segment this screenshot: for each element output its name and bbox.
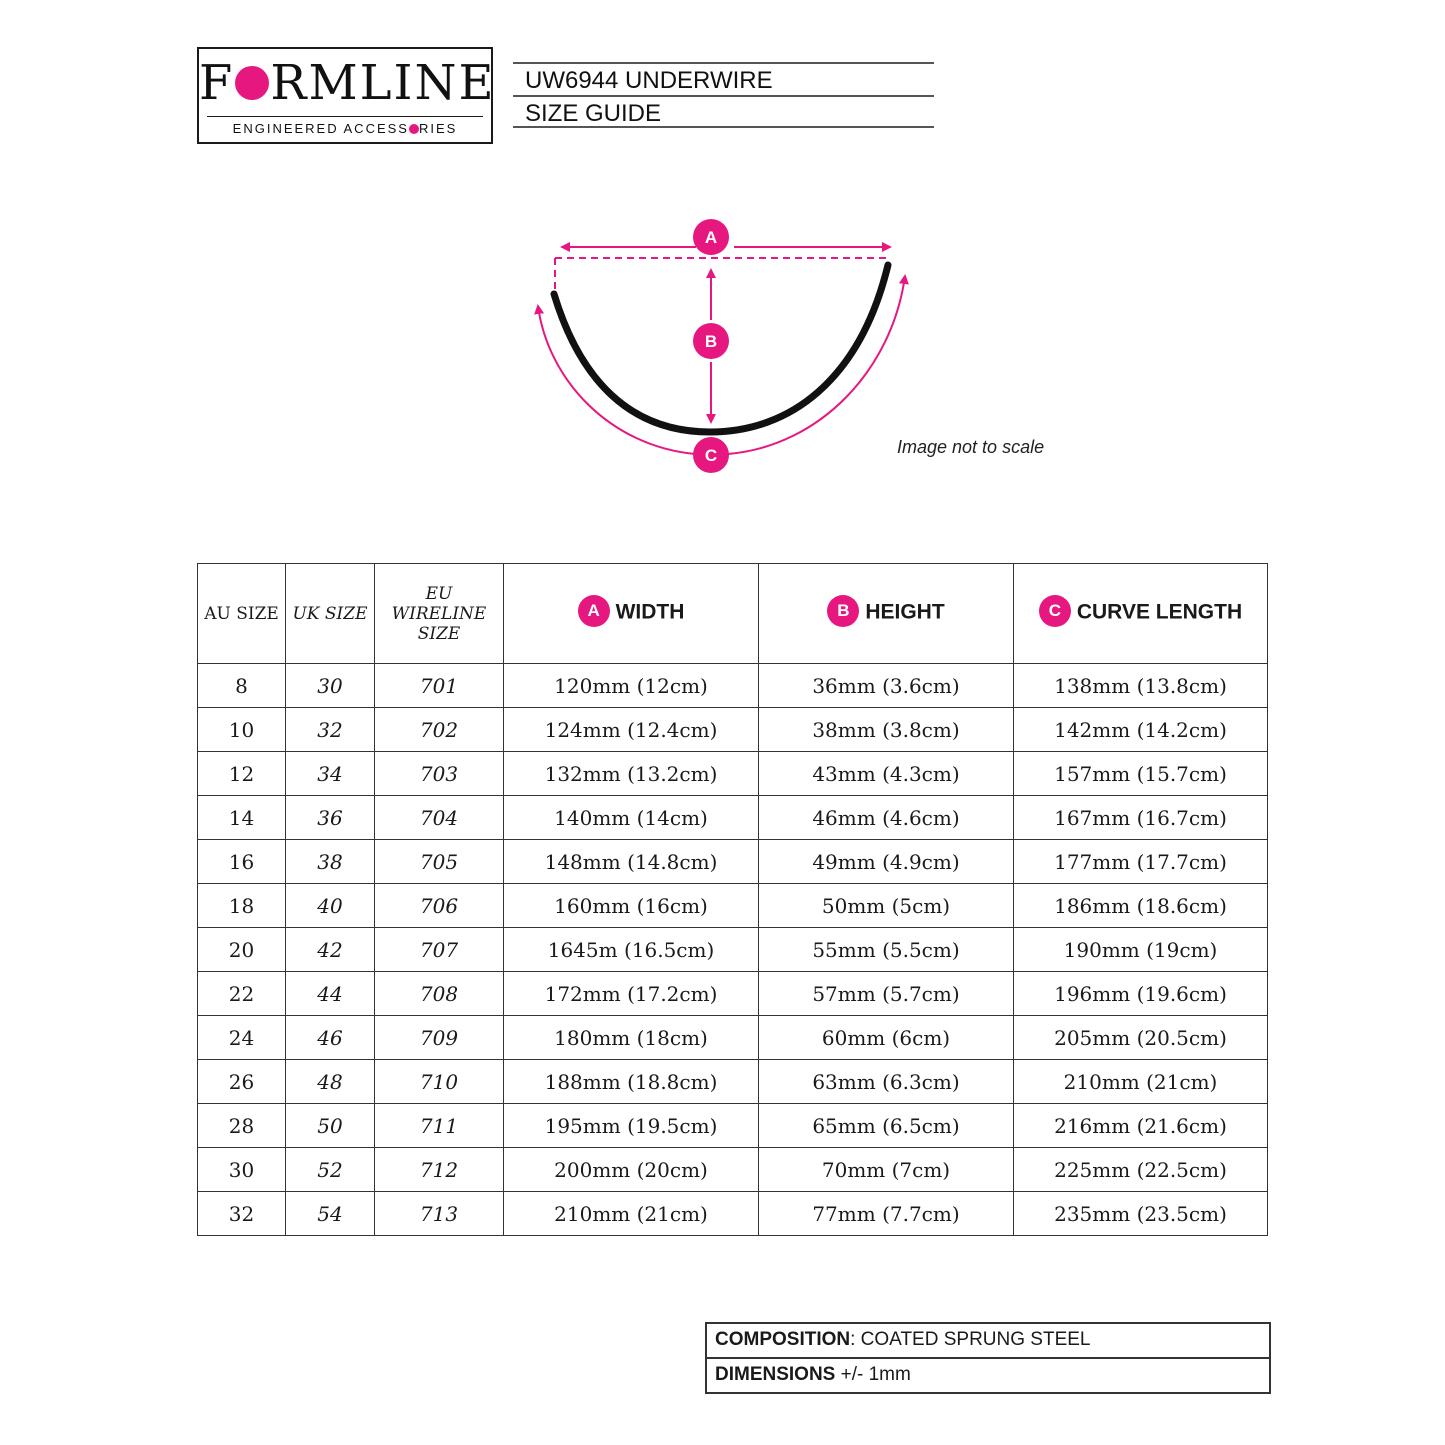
au-size-cell: 16 — [198, 840, 286, 884]
table-row — [198, 928, 1268, 972]
logo-word-right: RMLINE — [270, 55, 496, 111]
header-curve-label: CURVE LENGTH — [1076, 600, 1243, 623]
height-cell: 50mm (5cm) — [759, 884, 1014, 928]
au-size-cell: 14 — [198, 796, 286, 840]
header-height — [759, 564, 1014, 664]
width-cell: 124mm (12.4cm) — [504, 708, 759, 752]
header-curve-length — [1014, 564, 1268, 664]
height-cell: 46mm (4.6cm) — [759, 796, 1014, 840]
uk-size-cell: 50 — [286, 1104, 375, 1148]
eu-size-cell: 704 — [375, 796, 504, 840]
logo-dot-icon — [235, 66, 269, 100]
composition-row — [707, 1324, 1269, 1357]
curve-length-cell: 210mm (21cm) — [1014, 1060, 1268, 1104]
height-cell: 60mm (6cm) — [759, 1016, 1014, 1060]
height-cell: 43mm (4.3cm) — [759, 752, 1014, 796]
uk-size-cell: 36 — [286, 796, 375, 840]
curve-badge-icon: C — [1039, 595, 1071, 627]
table-row — [198, 840, 1268, 884]
height-cell: 36mm (3.6cm) — [759, 664, 1014, 708]
eu-size-cell: 701 — [375, 664, 504, 708]
au-size-cell: 22 — [198, 972, 286, 1016]
logo-wordmark — [199, 55, 496, 111]
badge-b-icon — [693, 323, 729, 359]
logo-word-left: F — [199, 55, 235, 111]
eu-size-cell: 711 — [375, 1104, 504, 1148]
badge-a-icon — [693, 219, 729, 255]
width-cell: 172mm (17.2cm) — [504, 972, 759, 1016]
height-cell: 63mm (6.3cm) — [759, 1060, 1014, 1104]
uk-size-cell: 32 — [286, 708, 375, 752]
curve-length-cell: 186mm (18.6cm) — [1014, 884, 1268, 928]
au-size-cell: 8 — [198, 664, 286, 708]
curve-length-cell: 205mm (20.5cm) — [1014, 1016, 1268, 1060]
width-cell: 140mm (14cm) — [504, 796, 759, 840]
table-row — [198, 664, 1268, 708]
header-uk-size: UK SIZE — [286, 564, 375, 664]
height-cell: 65mm (6.5cm) — [759, 1104, 1014, 1148]
table-row — [198, 1104, 1268, 1148]
logo-tagline — [199, 121, 491, 136]
scale-note: Image not to scale — [897, 437, 1045, 457]
height-cell: 49mm (4.9cm) — [759, 840, 1014, 884]
eu-size-cell: 708 — [375, 972, 504, 1016]
title-block — [513, 62, 934, 128]
uk-size-cell: 34 — [286, 752, 375, 796]
curve-length-cell: 216mm (21.6cm) — [1014, 1104, 1268, 1148]
uk-size-cell: 54 — [286, 1192, 375, 1236]
au-size-cell: 26 — [198, 1060, 286, 1104]
size-table — [197, 563, 1268, 1236]
dimensions-label: DIMENSIONS — [715, 1364, 836, 1385]
eu-size-cell: 713 — [375, 1192, 504, 1236]
tagline-dot-icon — [409, 124, 419, 134]
width-cell: 180mm (18cm) — [504, 1016, 759, 1060]
badge-c-icon — [693, 437, 729, 473]
uk-size-cell: 46 — [286, 1016, 375, 1060]
curve-length-cell: 190mm (19cm) — [1014, 928, 1268, 972]
header-height-label: HEIGHT — [865, 600, 945, 623]
header-eu-line-2: WIRELINE — [391, 603, 487, 624]
table-row — [198, 884, 1268, 928]
au-size-cell: 10 — [198, 708, 286, 752]
header-eu-line-1: EU — [425, 583, 453, 604]
table-header-row — [198, 564, 1268, 664]
eu-size-cell: 712 — [375, 1148, 504, 1192]
logo-tagline-left: ENGINEERED ACCESS — [232, 121, 409, 136]
uk-size-cell: 48 — [286, 1060, 375, 1104]
curve-length-cell: 142mm (14.2cm) — [1014, 708, 1268, 752]
curve-length-cell: 196mm (19.6cm) — [1014, 972, 1268, 1016]
dimensions-value: +/- 1mm — [835, 1364, 911, 1385]
uk-size-cell: 30 — [286, 664, 375, 708]
product-title: UW6944 UNDERWIRE — [513, 62, 934, 95]
header-width — [504, 564, 759, 664]
curve-length-cell: 225mm (22.5cm) — [1014, 1148, 1268, 1192]
width-reference-line — [555, 258, 888, 292]
width-cell: 188mm (18.8cm) — [504, 1060, 759, 1104]
au-size-cell: 24 — [198, 1016, 286, 1060]
table-row — [198, 1016, 1268, 1060]
size-table-body — [198, 664, 1268, 1236]
height-cell: 70mm (7cm) — [759, 1148, 1014, 1192]
height-cell: 77mm (7.7cm) — [759, 1192, 1014, 1236]
logo-divider — [207, 116, 483, 117]
logo-tagline-right: RIES — [418, 121, 458, 136]
width-cell: 210mm (21cm) — [504, 1192, 759, 1236]
au-size-cell: 32 — [198, 1192, 286, 1236]
eu-size-cell: 709 — [375, 1016, 504, 1060]
header-eu-line-3: SIZE — [417, 623, 461, 644]
height-cell: 57mm (5.7cm) — [759, 972, 1014, 1016]
eu-size-cell: 706 — [375, 884, 504, 928]
badge-c-label: C — [704, 446, 718, 465]
table-row — [198, 1192, 1268, 1236]
curve-length-cell: 157mm (15.7cm) — [1014, 752, 1268, 796]
underwire-diagram — [520, 210, 920, 485]
au-size-cell: 20 — [198, 928, 286, 972]
au-size-cell: 12 — [198, 752, 286, 796]
header-eu-size — [375, 564, 504, 664]
badge-a-label: A — [704, 228, 718, 247]
uk-size-cell: 44 — [286, 972, 375, 1016]
table-row — [198, 752, 1268, 796]
table-row — [198, 796, 1268, 840]
width-cell: 1645m (16.5cm) — [504, 928, 759, 972]
uk-size-cell: 38 — [286, 840, 375, 884]
width-cell: 120mm (12cm) — [504, 664, 759, 708]
au-size-cell: 18 — [198, 884, 286, 928]
uk-size-cell: 40 — [286, 884, 375, 928]
curve-length-cell: 138mm (13.8cm) — [1014, 664, 1268, 708]
table-row — [198, 972, 1268, 1016]
eu-size-cell: 703 — [375, 752, 504, 796]
table-row — [198, 1060, 1268, 1104]
eu-size-cell: 710 — [375, 1060, 504, 1104]
table-row — [198, 1148, 1268, 1192]
curve-length-cell: 235mm (23.5cm) — [1014, 1192, 1268, 1236]
dimensions-row — [707, 1357, 1269, 1392]
badge-b-label: B — [704, 332, 718, 351]
au-size-cell: 28 — [198, 1104, 286, 1148]
uk-size-cell: 42 — [286, 928, 375, 972]
page-subtitle: SIZE GUIDE — [513, 95, 934, 128]
curve-length-cell: 167mm (16.7cm) — [1014, 796, 1268, 840]
width-cell: 160mm (16cm) — [504, 884, 759, 928]
eu-size-cell: 702 — [375, 708, 504, 752]
width-badge-icon: A — [578, 595, 610, 627]
brand-logo — [197, 47, 496, 144]
height-cell: 55mm (5.5cm) — [759, 928, 1014, 972]
width-cell: 148mm (14.8cm) — [504, 840, 759, 884]
spec-box — [705, 1322, 1271, 1394]
uk-size-cell: 52 — [286, 1148, 375, 1192]
width-cell: 132mm (13.2cm) — [504, 752, 759, 796]
eu-size-cell: 705 — [375, 840, 504, 884]
curve-length-cell: 177mm (17.7cm) — [1014, 840, 1268, 884]
eu-size-cell: 707 — [375, 928, 504, 972]
header-width-label: WIDTH — [615, 600, 685, 623]
au-size-cell: 30 — [198, 1148, 286, 1192]
height-badge-icon: B — [827, 595, 859, 627]
width-cell: 200mm (20cm) — [504, 1148, 759, 1192]
curve-length-arrow — [538, 306, 695, 454]
composition-label: COMPOSITION — [715, 1329, 851, 1350]
width-cell: 195mm (19.5cm) — [504, 1104, 759, 1148]
table-row — [198, 708, 1268, 752]
header-au-size: AU SIZE — [198, 564, 286, 664]
height-cell: 38mm (3.8cm) — [759, 708, 1014, 752]
composition-value: : COATED SPRUNG STEEL — [850, 1329, 1091, 1350]
